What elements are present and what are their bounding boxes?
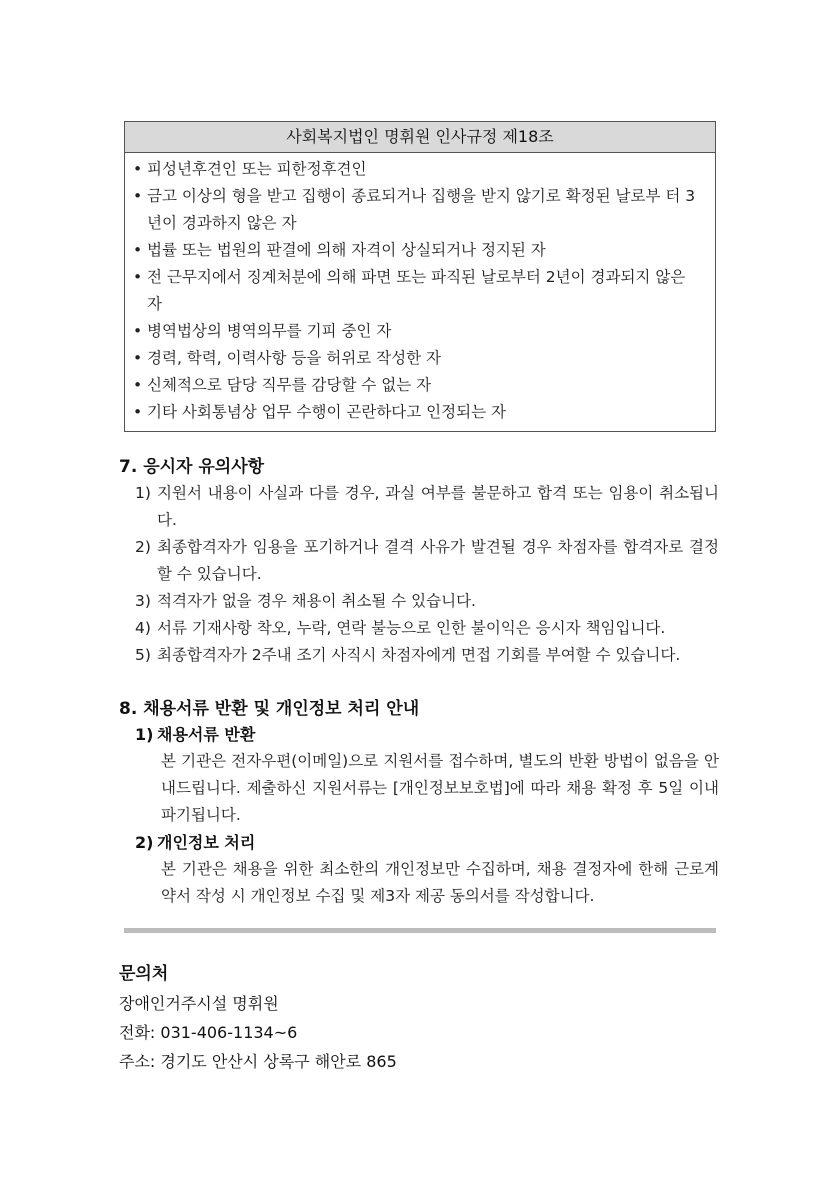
- sub-paragraph: 본 기관은 전자우편(이메일)으로 지원서를 접수하며, 별도의 반환 방법이 없음을 안내드립니다. 제출하신 지원서류는 [개인정보보호법]에 따라 채용 확정 후 5일 이내 파기됩니다.: [161, 752, 719, 824]
- rule-item: • 병역법상의 병역의무를 기피 중인 자: [133, 322, 392, 340]
- notice-item: 1) 지원서 내용이 사실과 다를 경우, 과실 여부를 불문하고 합격 또는 임용이 취소됩니다.: [135, 484, 719, 529]
- contact-block: [119, 960, 397, 1076]
- notice-item: 4) 서류 기재사항 착오, 누락, 연락 불능으로 인한 불이익은 응시자 책임입니다.: [135, 619, 666, 637]
- sub-heading: 2) 개인정보 처리: [135, 833, 256, 852]
- rule-item: • 신체적으로 담당 직무를 감당할 수 없는 자: [133, 376, 432, 394]
- sub-paragraph: 본 기관은 채용을 위한 최소한의 개인정보만 수집하며, 채용 결정자에 한해 근로계약서 작성 시 개인정보 수집 및 제3자 제공 동의서를 작성합니다.: [161, 860, 719, 905]
- notice-item: 2) 최종합격자가 임용을 포기하거나 결격 사유가 발견될 경우 차점자를 합격자로 결정할 수 있습니다.: [135, 538, 719, 583]
- contact-heading: 문의처: [119, 964, 169, 984]
- rule-table: [124, 121, 716, 432]
- contact-phone: 전화: 031-406-1134~6: [119, 1023, 298, 1042]
- contact-org: 장애인거주시설 명휘원: [119, 994, 279, 1013]
- section8-title: 8. 채용서류 반환 및 개인정보 처리 안내: [119, 699, 420, 719]
- section-divider: [124, 928, 716, 933]
- rule-table-title: 사회복지법인 명휘원 인사규정 제18조: [125, 122, 715, 153]
- notice-item: 3) 적격자가 없을 경우 채용이 취소될 수 있습니다.: [135, 592, 476, 610]
- rule-item: • 금고 이상의 형을 받고 집행이 종료되거나 집행을 받지 않기로 확정된 날로부 터 3년이 경과하지 않은 자: [133, 187, 696, 232]
- rule-item: • 피성년후견인 또는 피한정후견인: [133, 160, 367, 178]
- rule-item: • 법률 또는 법원의 판결에 의해 자격이 상실되거나 정지된 자: [133, 241, 546, 259]
- notice-item: 5) 최종합격자가 2주내 조기 사직시 차점자에게 면접 기회를 부여할 수 있습니다.: [135, 646, 681, 664]
- rule-table-body: [125, 153, 715, 431]
- rule-item: • 경력, 학력, 이력사항 등을 허위로 작성한 자: [133, 349, 441, 367]
- section7-title: 7. 응시자 유의사항: [119, 457, 265, 477]
- sub-heading: 1) 채용서류 반환: [135, 725, 256, 744]
- section8-sub-documents: [119, 721, 719, 829]
- contact-address: 주소: 경기도 안산시 상록구 해안로 865: [119, 1052, 397, 1071]
- rule-item: • 기타 사회통념상 업무 수행이 곤란하다고 인정되는 자: [133, 403, 506, 421]
- section7-list: [119, 480, 719, 669]
- section8-sub-privacy: [119, 829, 719, 910]
- rule-item: • 전 근무지에서 징계처분에 의해 파면 또는 파직된 날로부터 2년이 경과되지 않은 자: [133, 268, 686, 313]
